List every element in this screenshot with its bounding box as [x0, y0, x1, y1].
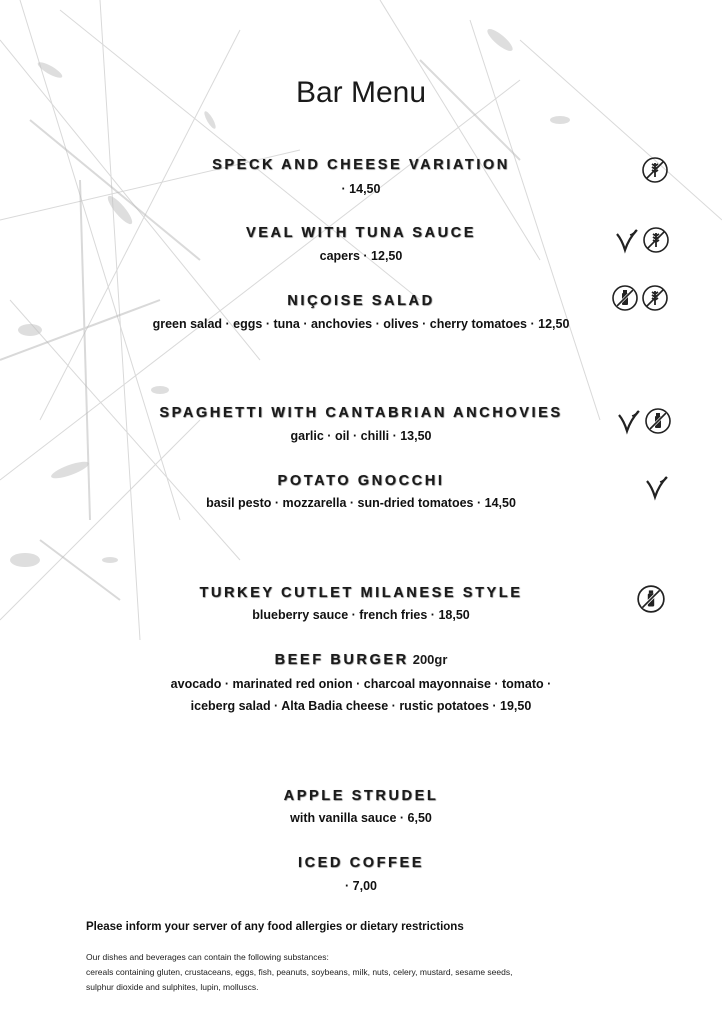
dish-name: SPAGHETTI WITH CANTABRIAN ANCHOVIES — [159, 405, 563, 421]
gluten-free-icon — [641, 156, 669, 184]
dish-description: with vanilla sauce · 6,50 — [290, 811, 432, 825]
dish-icons — [616, 407, 672, 435]
gluten-free-icon — [641, 284, 669, 312]
dish-icons — [636, 584, 666, 614]
lactose-free-icon — [636, 584, 666, 614]
menu-title: Bar Menu — [295, 76, 427, 109]
allergen-list: cereals containing gluten, crustaceans, eggs, fish, peanuts, soybeans, milk, nuts, celery, mustard, sesame seeds, — [86, 967, 513, 977]
dish-icons — [644, 473, 670, 501]
dish-weight: 200gr — [412, 652, 448, 667]
dish-name: APPLE STRUDEL — [283, 788, 439, 804]
allergy-notice: Please inform your server of any food allergies or dietary restrictions — [86, 921, 464, 933]
dish-name: BEEF BURGER 200gr — [274, 652, 448, 668]
dish-description: · 14,50 — [341, 182, 381, 196]
dish-name: SPECK AND CHEESE VARIATION — [212, 157, 510, 173]
dish-name: NIÇOISE SALAD — [287, 293, 435, 309]
dish-icons — [641, 156, 669, 184]
dish-description: green salad · eggs · tuna · anchovies · olives · cherry tomatoes · 12,50 — [152, 317, 570, 331]
allergen-list: sulphur dioxide and sulphites, lupin, molluscs. — [86, 982, 259, 992]
dish-icons — [614, 226, 670, 254]
dish-description: basil pesto · mozzarella · sun-dried tomatoes · 14,50 — [206, 496, 516, 510]
dish-name: ICED COFFEE — [297, 855, 425, 871]
dish-description: garlic · oil · chilli · 13,50 — [290, 429, 432, 443]
dish-description: · 7,00 — [345, 879, 377, 893]
dish-name: VEAL WITH TUNA SAUCE — [245, 225, 477, 241]
dish-description: capers · 12,50 — [319, 249, 403, 263]
gluten-free-icon — [642, 226, 670, 254]
allergen-intro: Our dishes and beverages can contain the following substances: — [86, 952, 329, 962]
dish-description: iceberg salad · Alta Badia cheese · rustic potatoes · 19,50 — [190, 699, 532, 713]
dish-name: POTATO GNOCCHI — [277, 473, 445, 489]
dish-icons — [611, 284, 669, 312]
vegetarian-icon — [644, 473, 670, 501]
lactose-free-icon — [644, 407, 672, 435]
vegetarian-icon — [614, 226, 640, 254]
dish-name: TURKEY CUTLET MILANESE STYLE — [199, 585, 523, 601]
dish-description: blueberry sauce · french fries · 18,50 — [252, 608, 470, 622]
dish-description: avocado · marinated red onion · charcoal mayonnaise · tomato · — [170, 677, 552, 691]
lactose-free-icon — [611, 284, 639, 312]
vegetarian-icon — [616, 407, 642, 435]
